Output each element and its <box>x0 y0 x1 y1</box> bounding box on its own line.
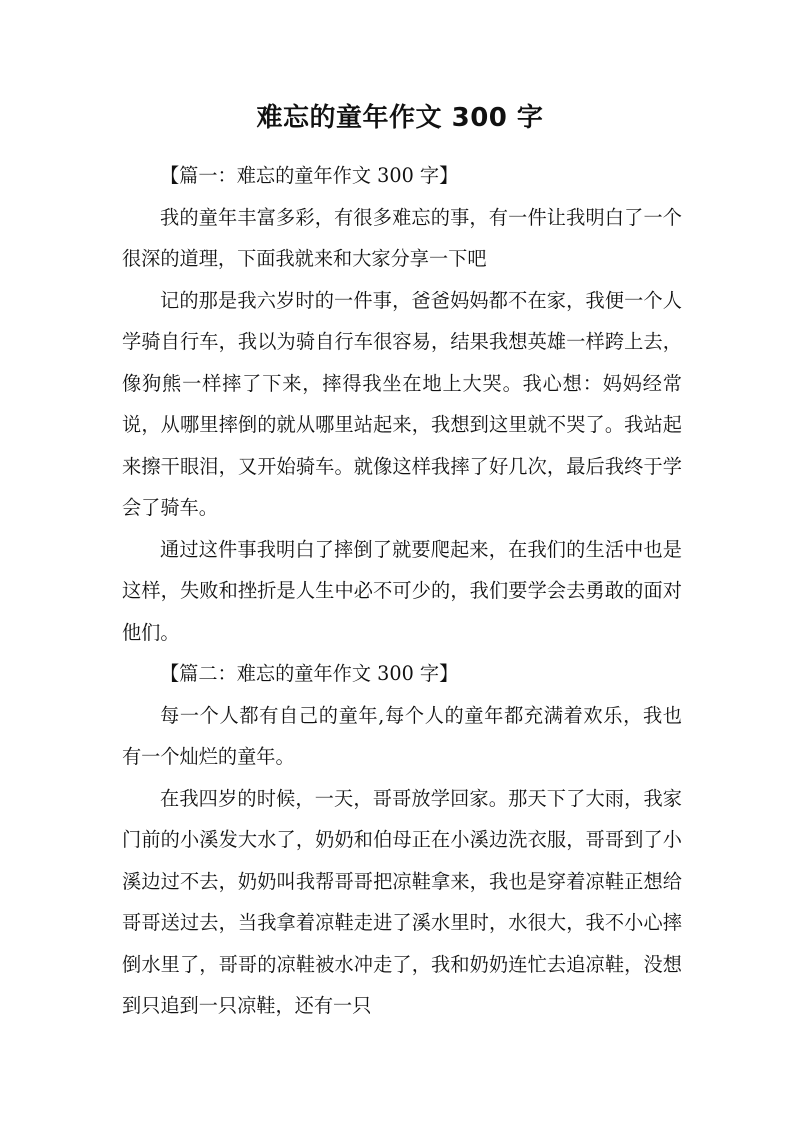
paragraph: 在我四岁的时候，一天，哥哥放学回家。那天下了大雨，我家门前的小溪发大水了，奶奶和伯母正在小溪边洗衣服，哥哥到了小溪边过不去，奶奶叫我帮哥哥把凉鞋拿来，我也是穿着凉鞋正想给哥哥送过去，当我拿着凉鞋走进了溪水里时，水很大，我不小心摔倒水里了，哥哥的凉鞋被水冲走了，我和奶奶连忙去追凉鞋，没想到只追到一只凉鞋，还有一只 <box>122 786 682 1017</box>
paragraph: 每一个人都有自己的童年,每个人的童年都充满着欢乐，我也有一个灿烂的童年。 <box>122 703 682 768</box>
paragraph: 我的童年丰富多彩，有很多难忘的事，有一件让我明白了一个很深的道理，下面我就来和大家分享一下吧 <box>122 205 682 270</box>
section-heading-2: 【篇二：难忘的童年作文 300 字】 <box>160 662 459 685</box>
document-body <box>122 155 682 1027</box>
document-title: 难忘的童年作文 300 字 <box>256 103 544 133</box>
paragraph: 通过这件事我明白了摔倒了就要爬起来，在我们的生活中也是这样，失败和挫折是人生中必不可少的，我们要学会去勇敢的面对他们。 <box>122 537 682 644</box>
section-heading-1: 【篇一：难忘的童年作文 300 字】 <box>160 164 459 187</box>
paragraph: 记的那是我六岁时的一件事，爸爸妈妈都不在家，我便一个人学骑自行车，我以为骑自行车很容易，结果我想英雄一样跨上去，像狗熊一样摔了下来，摔得我坐在地上大哭。我心想：妈妈经常说，从哪里摔倒的就从哪里站起来，我想到这里就不哭了。我站起来擦干眼泪，又开始骑车。就像这样我摔了好几次，最后我终于学会了骑车。 <box>122 288 682 519</box>
